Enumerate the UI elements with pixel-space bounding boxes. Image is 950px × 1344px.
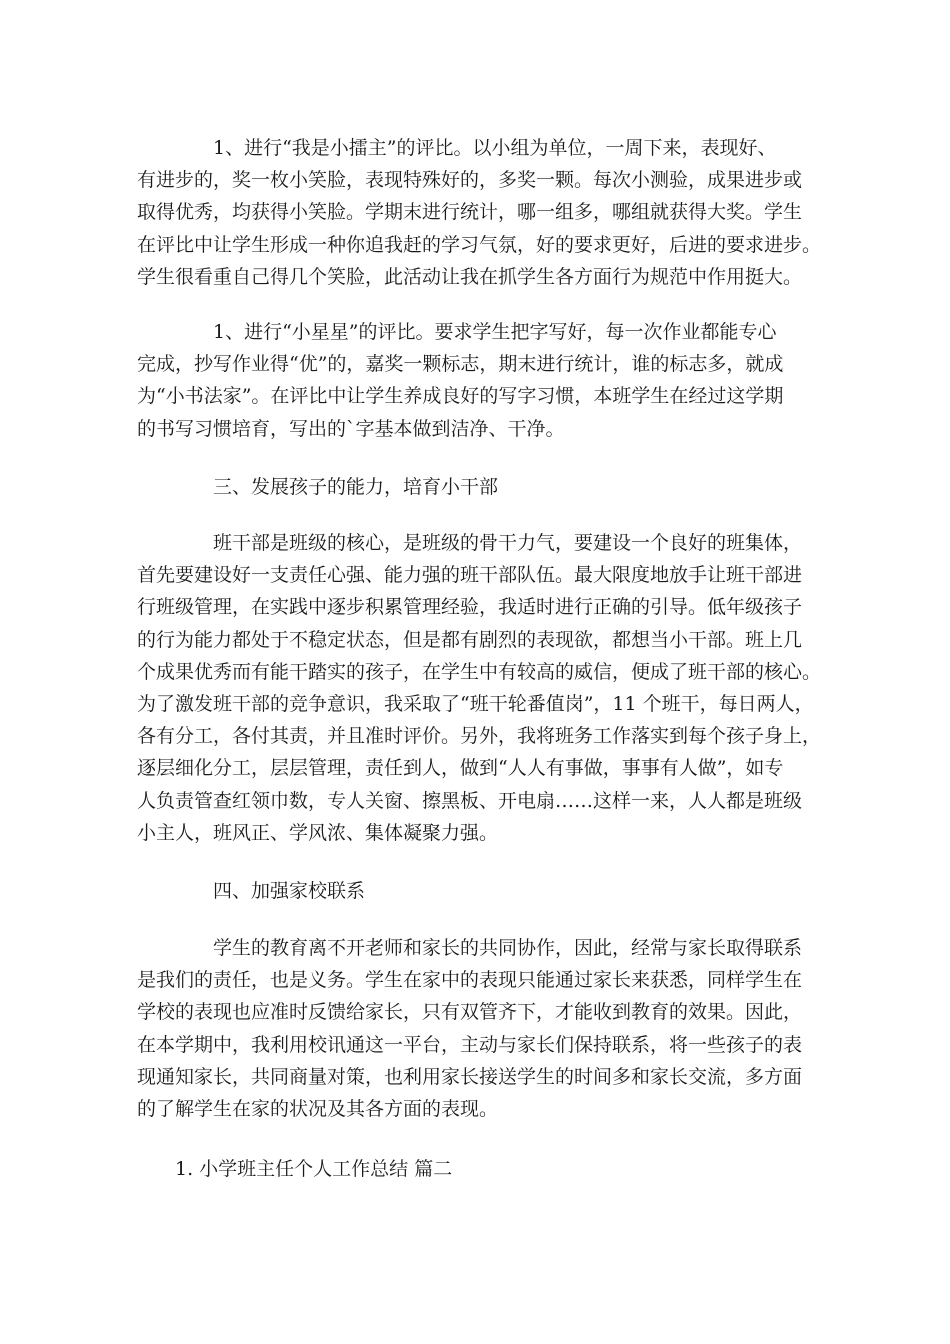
text-line: 的行为能力都处于不稳定状态，但是都有剧烈的表现欲，都想当小干部。班上几 (137, 628, 803, 651)
text-line: 个成果优秀而有能干踏实的孩子，在学生中有较高的威信，便成了班干部的核心。 (137, 660, 822, 683)
text-line: 为了激发班干部的竞争意识，我采取了“班干轮番值岗”，11 个班干，每日两人， (137, 692, 814, 715)
section-heading: 四、加强家校联系 (213, 880, 366, 902)
paragraph-class-cadres (137, 527, 827, 849)
section-heading: 三、发展孩子的能力，培育小干部 (213, 476, 499, 498)
text-line: 首先要建设好一支责任心强、能力强的班干部队伍。最大限度地放手让班干部进 (137, 564, 803, 587)
text-line: 小主人，班风正、学风浓、集体凝聚力强。 (137, 821, 499, 844)
text-line: 现通知家长，共同商量对策，也利用家长接送学生的时间多和家长交流，多方面 (137, 1065, 803, 1088)
paragraph-star-contest (137, 316, 827, 445)
text-line: 有进步的，奖一枚小笑脸，表现特殊好的，多奖一颗。每次小测验，成果进步或 (137, 169, 803, 192)
text-line: 在评比中让学生形成一种你追我赶的学习气氛，好的要求更好，后进的要求进步。 (137, 233, 822, 256)
text-line: 学校的表现也应准时反馈给家长，只有双管齐下，才能收到教育的效果。因此， (137, 1001, 803, 1024)
text-line: 各有分工，各付其责，并且准时评价。另外，我将班务工作落实到每个孩子身上， (137, 725, 822, 748)
text-line: 完成，抄写作业得“优”的，嘉奖一颗标志，期末进行统计，谁的标志多，就成 (137, 353, 784, 376)
text-line: 1、进行“我是小擂主”的评比。以小组为单位，一周下来，表现好、 (213, 137, 777, 159)
text-line: 班干部是班级的核心，是班级的骨干力气，要建设一个良好的班集体， (213, 532, 803, 554)
paragraph-home-school (137, 932, 827, 1125)
text-line: 学生的教育离不开老师和家长的共同协作，因此，经常与家长取得联系 (213, 937, 803, 959)
text-line: 在本学期中，我利用校讯通这一平台，主动与家长们保持联系，将一些孩子的表 (137, 1033, 803, 1056)
text-line: 是我们的责任，也是义务。学生在家中的表现只能通过家长来获悉，同样学生在 (137, 969, 803, 992)
text-line: 的了解学生在家的状况及其各方面的表现。 (137, 1097, 499, 1120)
text-line: 行班级管理，在实践中逐步积累管理经验，我适时进行正确的引导。低年级孩子 (137, 596, 803, 619)
text-line: 学生很看重自己得几个笑脸，此活动让我在抓学生各方面行为规范中作用挺大。 (137, 265, 803, 288)
text-line: 人负责管查红领巾数，专人关窗、擦黑板、开电扇……这样一来，人人都是班级 (137, 789, 803, 812)
text-line: 取得优秀，均获得小笑脸。学期末进行统计，哪一组多，哪组就获得大奖。学生 (137, 201, 803, 224)
text-line: 1、进行“小星星”的评比。要求学生把字写好，每一次作业都能专心 (213, 321, 777, 343)
text-line: 为“小书法家”。在评比中让学生养成良好的写字习惯，本班学生在经过这学期 (137, 385, 784, 408)
text-line: 的书写习惯培育，写出的`字基本做到洁净、干净。 (137, 417, 565, 440)
document-subtitle: 1. 小学班主任个人工作总结 篇二 (175, 1158, 453, 1180)
paragraph-smiley-contest (137, 132, 827, 293)
text-line: 逐层细化分工，层层管理，责任到人，做到“人人有事做，事事有人做”，如专 (137, 757, 784, 780)
